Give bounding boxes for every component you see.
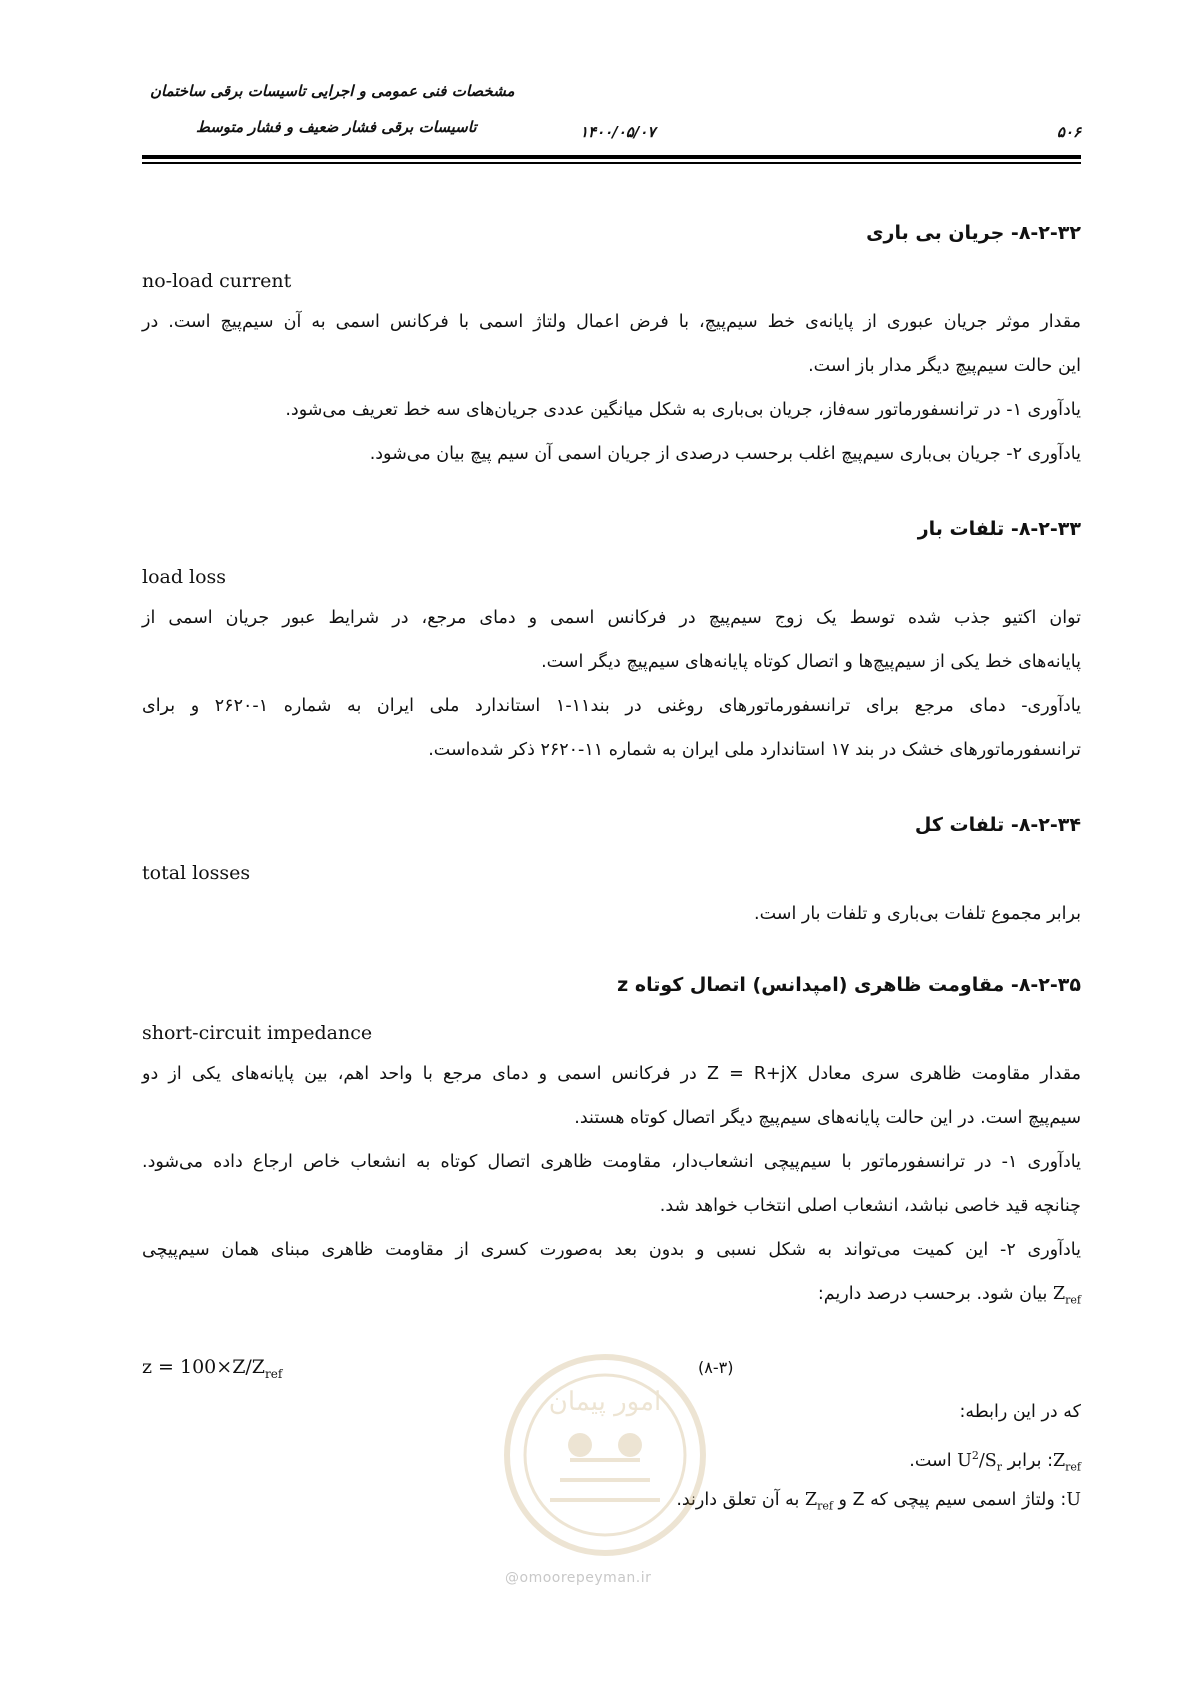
paragraph-line: مقدار موثر جریان عبوری از پایانه‌ی خط سیم‌پیچ، با فرض اعمال ولتاژ اسمی با فرکانس اسمی به آن سیم‌پیچ است. در <box>142 312 1081 332</box>
paragraph-line: یادآوری ۱- در ترانسفورماتور با سیم‌پیچی انشعاب‌دار، مقاومت ظاهری اتصال کوتاه به انشعاب خاص ارجاع داده می‌شود. <box>142 1152 1081 1172</box>
paragraph-line <box>142 1272 1081 1323</box>
paragraph-line: یادآوری ۲- این کمیت می‌تواند به شکل نسبی و بدون بعد به‌صورت کسری از مقاومت ظاهری مبنای همان سیم‌پیچی <box>142 1240 1081 1260</box>
watermark-logo <box>500 1350 710 1560</box>
paragraph-line: چنانچه قید خاصی نباشد، انشعاب اصلی انتخاب خواهد شد. <box>659 1196 1081 1216</box>
paragraph-line: برابر مجموع تلفات بی‌باری و تلفات بار است. <box>754 904 1081 924</box>
definition-zref: $Z_{ref}$: برابر $U^2/S_r$ است. <box>909 1449 1081 1474</box>
header-volume-title: تاسیسات برقی فشار ضعیف و فشار متوسط <box>196 118 477 136</box>
watermark-url: @omoorepeyman.ir <box>505 1570 652 1586</box>
section-heading: ۸-۲-۳۳- تلفات بار <box>917 518 1081 540</box>
seal-icon <box>500 1350 710 1560</box>
formula-number: (۸-۳) <box>698 1358 734 1377</box>
formula: $z = 100\times Z/Z_{ref}$ <box>142 1356 283 1381</box>
paragraph-line: مقدار مقاومت ظاهری سری معادل Z = R+jX در فرکانس اسمی و دمای مرجع با واحد اهم، بین پایانه‌های یکی از دو <box>142 1064 1082 1084</box>
definition-u: U: ولتاژ اسمی سیم پیچی که Z و $Z_{ref}$ به آن تعلق دارند. <box>676 1490 1081 1513</box>
section-heading: ۸-۲-۳۲- جریان بی باری <box>866 222 1081 244</box>
english-term: total losses <box>142 862 251 884</box>
english-term: load loss <box>142 566 227 588</box>
paragraph-line: یادآوری ۱- در ترانسفورماتور سه‌فاز، جریان بی‌باری به شکل میانگین عددی جریان‌های سه خط تعریف می‌شود. <box>285 400 1081 420</box>
paragraph-line: پایانه‌های خط یکی از سیم‌پیچ‌ها و اتصال کوتاه پایانه‌های سیم‌پیچ دیگر است. <box>541 652 1081 672</box>
english-term: no-load current <box>142 270 292 292</box>
header-rule-thick <box>142 155 1081 159</box>
header-book-title: مشخصات فنی عمومی و اجرایی تاسیسات برقی ساختمان <box>150 82 515 100</box>
header-rule-thin <box>142 162 1081 164</box>
paragraph-line: این حالت سیم‌پیچ دیگر مدار باز است. <box>808 356 1081 376</box>
paragraph-line: سیم‌پیچ است. در این حالت پایانه‌های سیم‌پیچ دیگر اتصال کوتاه هستند. <box>574 1108 1081 1128</box>
zref-symbol: $Z_{ref}$ <box>1052 1284 1081 1307</box>
definitions-intro: که در این رابطه: <box>959 1402 1081 1422</box>
header-page-number: ۵۰۶ <box>1056 123 1081 141</box>
svg-text:امور پیمان: امور پیمان <box>548 1387 662 1417</box>
paragraph-line: توان اکتیو جذب شده توسط یک زوج سیم‌پیچ در فرکانس اسمی و دمای مرجع، در شرایط عبور جریان اسمی از <box>142 608 1081 628</box>
paragraph-line: یادآوری- دمای مرجع برای ترانسفورماتورهای روغنی در بند۱۱-۱ استاندارد ملی ایران به شماره ۱-۲۶۲۰ و برای <box>142 696 1081 716</box>
section-heading: ۸-۲-۳۵- مقاومت ظاهری (امپدانس) اتصال کوتاه z <box>617 974 1081 996</box>
paragraph-line: یادآوری ۲- جریان بی‌باری سیم‌پیچ اغلب برحسب درصدی از جریان اسمی آن سیم پیچ بیان می‌شود. <box>369 444 1081 464</box>
paragraph-line: ترانسفورماتورهای خشک در بند ۱۷ استاندارد ملی ایران به شماره ۱۱-۲۶۲۰ ذکر شده‌است. <box>428 740 1081 760</box>
paragraph-tail: بیان شود. برحسب درصد داریم: <box>817 1284 1053 1304</box>
english-term: short-circuit impedance <box>142 1022 373 1044</box>
section-heading: ۸-۲-۳۴- تلفات کل <box>914 814 1081 836</box>
header-date: ۱۴۰۰/۰۵/۰۷ <box>580 123 656 141</box>
